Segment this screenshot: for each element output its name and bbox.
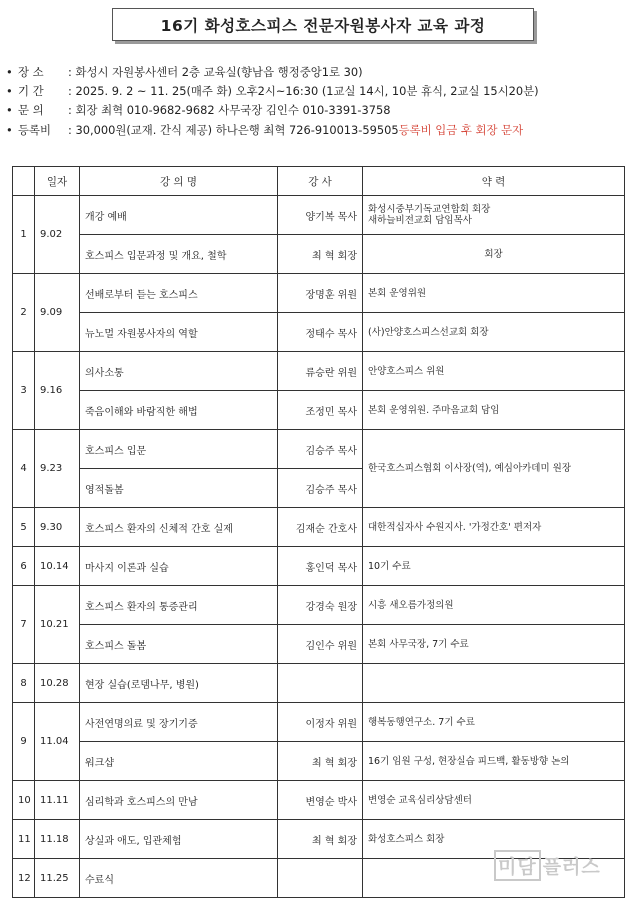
- table-row: [13, 352, 625, 391]
- lecturer-career: [363, 664, 625, 703]
- info-label: 문 의: [18, 103, 44, 118]
- lecture-title: 마사지 이론과 실습: [80, 547, 278, 586]
- table-row: [13, 313, 625, 352]
- lecturer-name: [278, 859, 363, 898]
- info-label: 기 간: [18, 84, 44, 99]
- table-row: [13, 196, 625, 235]
- lecturer-career: 16기 임원 구성, 현장실습 피드백, 활동방향 논의: [363, 742, 625, 781]
- lecture-title: 죽음이해와 바람직한 해법: [80, 391, 278, 430]
- lecturer-career: 대한적십자사 수원지사. '가정간호' 편저자: [363, 508, 625, 547]
- lecturer-name: 강경숙 원장: [278, 586, 363, 625]
- session-date: 11.18: [35, 820, 80, 859]
- lecturer-name: 류승란 위원: [278, 352, 363, 391]
- lecturer-career: 10기 수료: [363, 547, 625, 586]
- session-number: 9: [13, 703, 35, 781]
- bullet-icon: •: [6, 122, 13, 137]
- table-row: [13, 274, 625, 313]
- lecturer-name: 김승주 목사: [278, 469, 363, 508]
- lecturer-name: 홍인덕 목사: [278, 547, 363, 586]
- session-date: 10.14: [35, 547, 80, 586]
- watermark-text: 플러스: [542, 855, 601, 878]
- lecturer-name: 김승주 목사: [278, 430, 363, 469]
- session-number: 12: [13, 859, 35, 898]
- info-section: [6, 63, 632, 140]
- table-row: [13, 664, 625, 703]
- lecturer-name: 장명훈 위원: [278, 274, 363, 313]
- session-date: 9.02: [35, 196, 80, 274]
- header-career: 약 력: [363, 167, 625, 196]
- lecturer-name: 변영순 박사: [278, 781, 363, 820]
- lecturer-name: 정태수 목사: [278, 313, 363, 352]
- table-row: [13, 391, 625, 430]
- table-row: [13, 742, 625, 781]
- lecturer-career: 변영순 교육심리상담센터: [363, 781, 625, 820]
- lecturer-career: 회장: [363, 235, 625, 274]
- header-date: 일자: [35, 167, 80, 196]
- info-row-period: [6, 82, 632, 101]
- watermark-boxed-text: 미담: [494, 850, 541, 881]
- session-number: 4: [13, 430, 35, 508]
- session-number: 11: [13, 820, 35, 859]
- lecturer-name: 김재순 간호사: [278, 508, 363, 547]
- lecturer-name: 조정민 목사: [278, 391, 363, 430]
- session-date: 9.30: [35, 508, 80, 547]
- lecturer-career: 시흥 새오름가정의원: [363, 586, 625, 625]
- bullet-icon: •: [6, 103, 13, 118]
- header-lecturer: 강 사: [278, 167, 363, 196]
- session-number: 3: [13, 352, 35, 430]
- info-row-fee: [6, 121, 632, 140]
- table-row: [13, 781, 625, 820]
- lecture-title: 상실과 애도, 입관체험: [80, 820, 278, 859]
- lecturer-name: 김인수 위원: [278, 625, 363, 664]
- lecturer-name: [278, 664, 363, 703]
- lecture-title: 워크샵: [80, 742, 278, 781]
- header-no: [13, 167, 35, 196]
- table-row: [13, 586, 625, 625]
- lecture-title: 수료식: [80, 859, 278, 898]
- session-number: 7: [13, 586, 35, 664]
- lecture-title: 사전연명의료 및 장기기증: [80, 703, 278, 742]
- lecture-title: 의사소통: [80, 352, 278, 391]
- info-value: : 회장 최혁 010-9682-9682 사무국장 김인수 010-3391-3758: [68, 103, 391, 118]
- lecture-title: 심리학과 호스피스의 만남: [80, 781, 278, 820]
- lecture-title: 호스피스 환자의 통증관리: [80, 586, 278, 625]
- session-date: 9.09: [35, 274, 80, 352]
- watermark-logo: [494, 847, 626, 883]
- session-number: 6: [13, 547, 35, 586]
- lecturer-name: 이정자 위원: [278, 703, 363, 742]
- lecture-title: 선배로부터 듣는 호스피스: [80, 274, 278, 313]
- lecture-title: 호스피스 입문과정 및 개요, 철학: [80, 235, 278, 274]
- table-row: [13, 547, 625, 586]
- lecturer-career: 행복동행연구소. 7기 수료: [363, 703, 625, 742]
- schedule-table: [12, 166, 625, 898]
- session-number: 8: [13, 664, 35, 703]
- table-row: [13, 625, 625, 664]
- session-number: 1: [13, 196, 35, 274]
- table-row: [13, 703, 625, 742]
- info-value: : 30,000원(교재. 간식 제공) 하나은행 최혁 726-910013-59505: [68, 122, 399, 137]
- lecturer-career: 본회 운영위원: [363, 274, 625, 313]
- lecture-title: 호스피스 환자의 신체적 간호 실제: [80, 508, 278, 547]
- header-lecture: 강 의 명: [80, 167, 278, 196]
- lecturer-career: 본회 사무국장, 7기 수료: [363, 625, 625, 664]
- bullet-icon: •: [6, 84, 13, 99]
- lecture-title: 뉴노멀 자원봉사자의 역할: [80, 313, 278, 352]
- session-date: 11.11: [35, 781, 80, 820]
- bullet-icon: •: [6, 65, 13, 79]
- lecturer-career: 한국호스피스협회 이사장(역), 예심아카데미 원장: [363, 430, 625, 508]
- session-date: 11.04: [35, 703, 80, 781]
- info-row-contact: [6, 101, 632, 120]
- table-row: [13, 430, 625, 469]
- lecture-title: 현장 실습(로뎀나무, 병원): [80, 664, 278, 703]
- lecturer-name: 최 혁 회장: [278, 742, 363, 781]
- lecturer-career: 본회 운영위원. 주마음교회 담임: [363, 391, 625, 430]
- info-row-place: [6, 63, 632, 82]
- session-number: 5: [13, 508, 35, 547]
- info-value: : 화성시 자원봉사센터 2층 교육실(향남읍 행정중앙1로 30): [68, 65, 363, 79]
- session-date: 10.28: [35, 664, 80, 703]
- table-row: [13, 235, 625, 274]
- session-date: 9.23: [35, 430, 80, 508]
- lecturer-career: (사)안양호스피스선교회 회장: [363, 313, 625, 352]
- lecture-title: 영적돌봄: [80, 469, 278, 508]
- lecturer-name: 최 혁 회장: [278, 235, 363, 274]
- lecturer-career: 화성호스피스 회장: [363, 820, 625, 859]
- lecturer-career: 화성시중부기독교연합회 회장 새하늘비전교회 담임목사: [363, 196, 625, 235]
- page-title: 16기 화성호스피스 전문자원봉사자 교육 과정: [112, 8, 534, 41]
- info-value: : 2025. 9. 2 ~ 11. 25(매주 화) 오후2시~16:30 (1교실 14시, 10분 휴식, 2교실 15시20분): [68, 84, 539, 99]
- session-date: 9.16: [35, 352, 80, 430]
- lecturer-name: 최 혁 회장: [278, 820, 363, 859]
- fee-notice: 등록비 입금 후 회장 문자: [398, 122, 524, 137]
- session-number: 10: [13, 781, 35, 820]
- info-label: 등록비: [18, 122, 52, 137]
- lecturer-career: 안양호스피스 위원: [363, 352, 625, 391]
- lecture-title: 호스피스 돌봄: [80, 625, 278, 664]
- info-label: 장 소: [18, 65, 44, 79]
- session-number: 2: [13, 274, 35, 352]
- lecturer-name: 양기복 목사: [278, 196, 363, 235]
- lecture-title: 호스피스 입문: [80, 430, 278, 469]
- table-row: [13, 508, 625, 547]
- session-date: 11.25: [35, 859, 80, 898]
- lecture-title: 개강 예배: [80, 196, 278, 235]
- session-date: 10.21: [35, 586, 80, 664]
- schedule-body: [13, 196, 625, 898]
- table-header-row: [13, 167, 625, 196]
